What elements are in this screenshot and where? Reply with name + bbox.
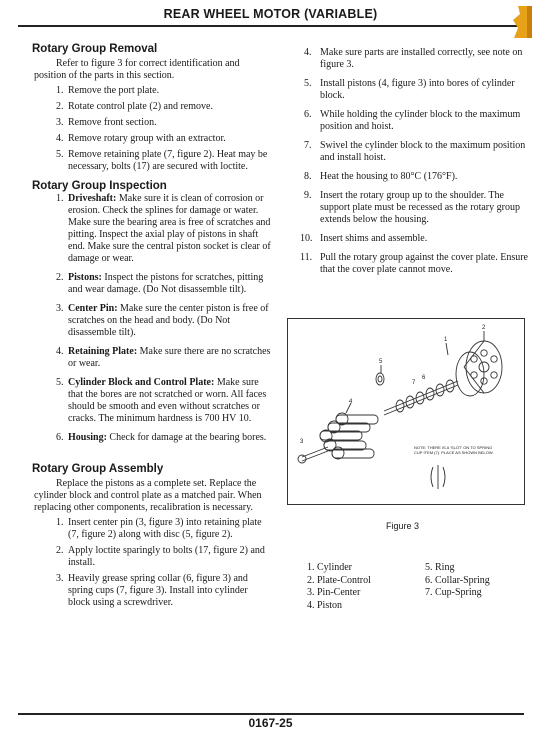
- left-column: [34, 42, 272, 613]
- removal-steps: [34, 85, 272, 173]
- list-item: 2. Pistons: Inspect the pistons for scratches, pitting and wear damage. (Do Not disassemble tilt).: [56, 272, 264, 295]
- callout-label: 2: [482, 325, 486, 331]
- page-header-title: REAR WHEEL MOTOR (VARIABLE): [163, 7, 378, 21]
- list-item: 7. Cup-Spring: [425, 587, 482, 598]
- list-item: 4. Remove rotary group with an extractor.: [56, 133, 226, 144]
- callout-label: 4: [349, 399, 353, 405]
- assembly-intro: Replace the pistons as a complete set. Replace the cylinder block and control plate as a matched pair. When replacing other components, recalibration is necessary.: [34, 478, 262, 513]
- list-item: 4. Make sure parts are installed correctly, see note on figure 3.: [304, 47, 523, 70]
- list-item: 6. While holding the cylinder block to the maximum position and hoist.: [304, 109, 521, 132]
- list-item: 10. Insert shims and assemble.: [300, 233, 428, 244]
- list-item: 5. Ring: [425, 562, 455, 573]
- list-item: 2. Rotate control plate (2) and remove.: [56, 101, 213, 112]
- parts-list-col-1: [307, 562, 371, 612]
- list-item: 3. Remove front section.: [56, 117, 157, 128]
- list-item: 8. Heat the housing to 80°C (176°F).: [304, 171, 458, 182]
- list-item: 4. Piston: [307, 599, 343, 611]
- callout-label: 1: [444, 337, 448, 343]
- figure-note-line-2: CUP ITEM (7). PLACE AS SHOWN BELOW.: [414, 450, 494, 455]
- header-rule: [18, 25, 524, 27]
- page-number: 0167-25: [248, 716, 293, 730]
- figure-note-line-1: NOTE: THERE IS A 'SLOT' ON TO SPRING: [414, 445, 493, 450]
- assembly-steps-left: [34, 517, 272, 609]
- figure-caption: Figure 3: [386, 521, 420, 531]
- list-item: 4. Retaining Plate: Make sure there are no scratches or wear.: [56, 346, 271, 369]
- list-item: 1. Driveshaft: Make sure it is clean of corrosion or erosion. Check the splines for damage or water. Make sure the bearing area is free of scratches and pitting. Inspect the axial play of pistons in shaft end. Make sure the central piston socket is clear of damage or wear.: [56, 193, 271, 264]
- rotary-group-exploded-view: [288, 319, 524, 504]
- list-item: 1. Insert center pin (3, figure 3) into retaining plate (7, figure 2) along with disc (5, figure 2).: [56, 517, 262, 540]
- list-item: 6. Collar-Spring: [425, 574, 490, 586]
- callout-label: 5: [379, 359, 383, 365]
- list-item: 3. Pin-Center: [307, 587, 361, 598]
- cylinder-block-front: [466, 341, 502, 393]
- removal-title: Rotary Group Removal: [32, 43, 158, 55]
- callout-label: 3: [300, 439, 304, 445]
- list-item: 5. Install pistons (4, figure 3) into bores of cylinder block.: [304, 78, 515, 101]
- list-item: 5. Remove retaining plate (7, figure 2). Heat may be necessary, bolts (17) are secured with loctite.: [56, 149, 268, 172]
- right-column: [300, 47, 530, 283]
- list-item: 9. Insert the rotary group up to the shoulder. The support plate must be recessed as the rotary group extends below the housing.: [304, 190, 520, 225]
- list-item: 5. Cylinder Block and Control Plate: Make sure that the bores are not scratched or worn. All faces should be smooth and even without scratches or cracks. The minimum hardness is 700 HV 10.: [56, 377, 267, 424]
- figure-3-illustration: [287, 318, 525, 505]
- list-item: 1. Remove the port plate.: [56, 85, 160, 96]
- list-item: 6. Housing: Check for damage at the bearing bores.: [56, 432, 267, 443]
- removal-intro: Refer to figure 3 for correct identification and position of the parts in this section.: [34, 58, 240, 81]
- assembly-title: Rotary Group Assembly: [32, 463, 164, 475]
- list-item: 1. Cylinder: [307, 562, 352, 573]
- list-item: 2. Plate-Control: [307, 574, 371, 586]
- list-item: 2. Apply loctite sparingly to bolts (17, figure 2) and install.: [56, 545, 265, 568]
- inspection-title: Rotary Group Inspection: [32, 180, 167, 192]
- section-tab-marker: [512, 6, 532, 38]
- callout-label: 7: [412, 380, 416, 386]
- list-item: 11. Pull the rotary group against the cover plate. Ensure that the cover plate cannot move.: [300, 252, 528, 275]
- list-item: 3. Center Pin: Make sure the center piston is free of scratches on the head and body. (Do Not disassemble tilt).: [56, 303, 269, 338]
- list-item: 7. Swivel the cylinder block to the maximum position and install hoist.: [304, 140, 526, 163]
- callout-label: 6: [422, 375, 426, 381]
- footer-rule: [18, 713, 524, 715]
- parts-list-col-2: [425, 562, 490, 600]
- assembly-steps-right: [300, 47, 530, 276]
- list-item: 3. Heavily grease spring collar (6, figure 3) and spring cups (7, figure 3). Install into cylinder block using a screwdriver.: [56, 573, 248, 608]
- inspection-items: [34, 193, 272, 444]
